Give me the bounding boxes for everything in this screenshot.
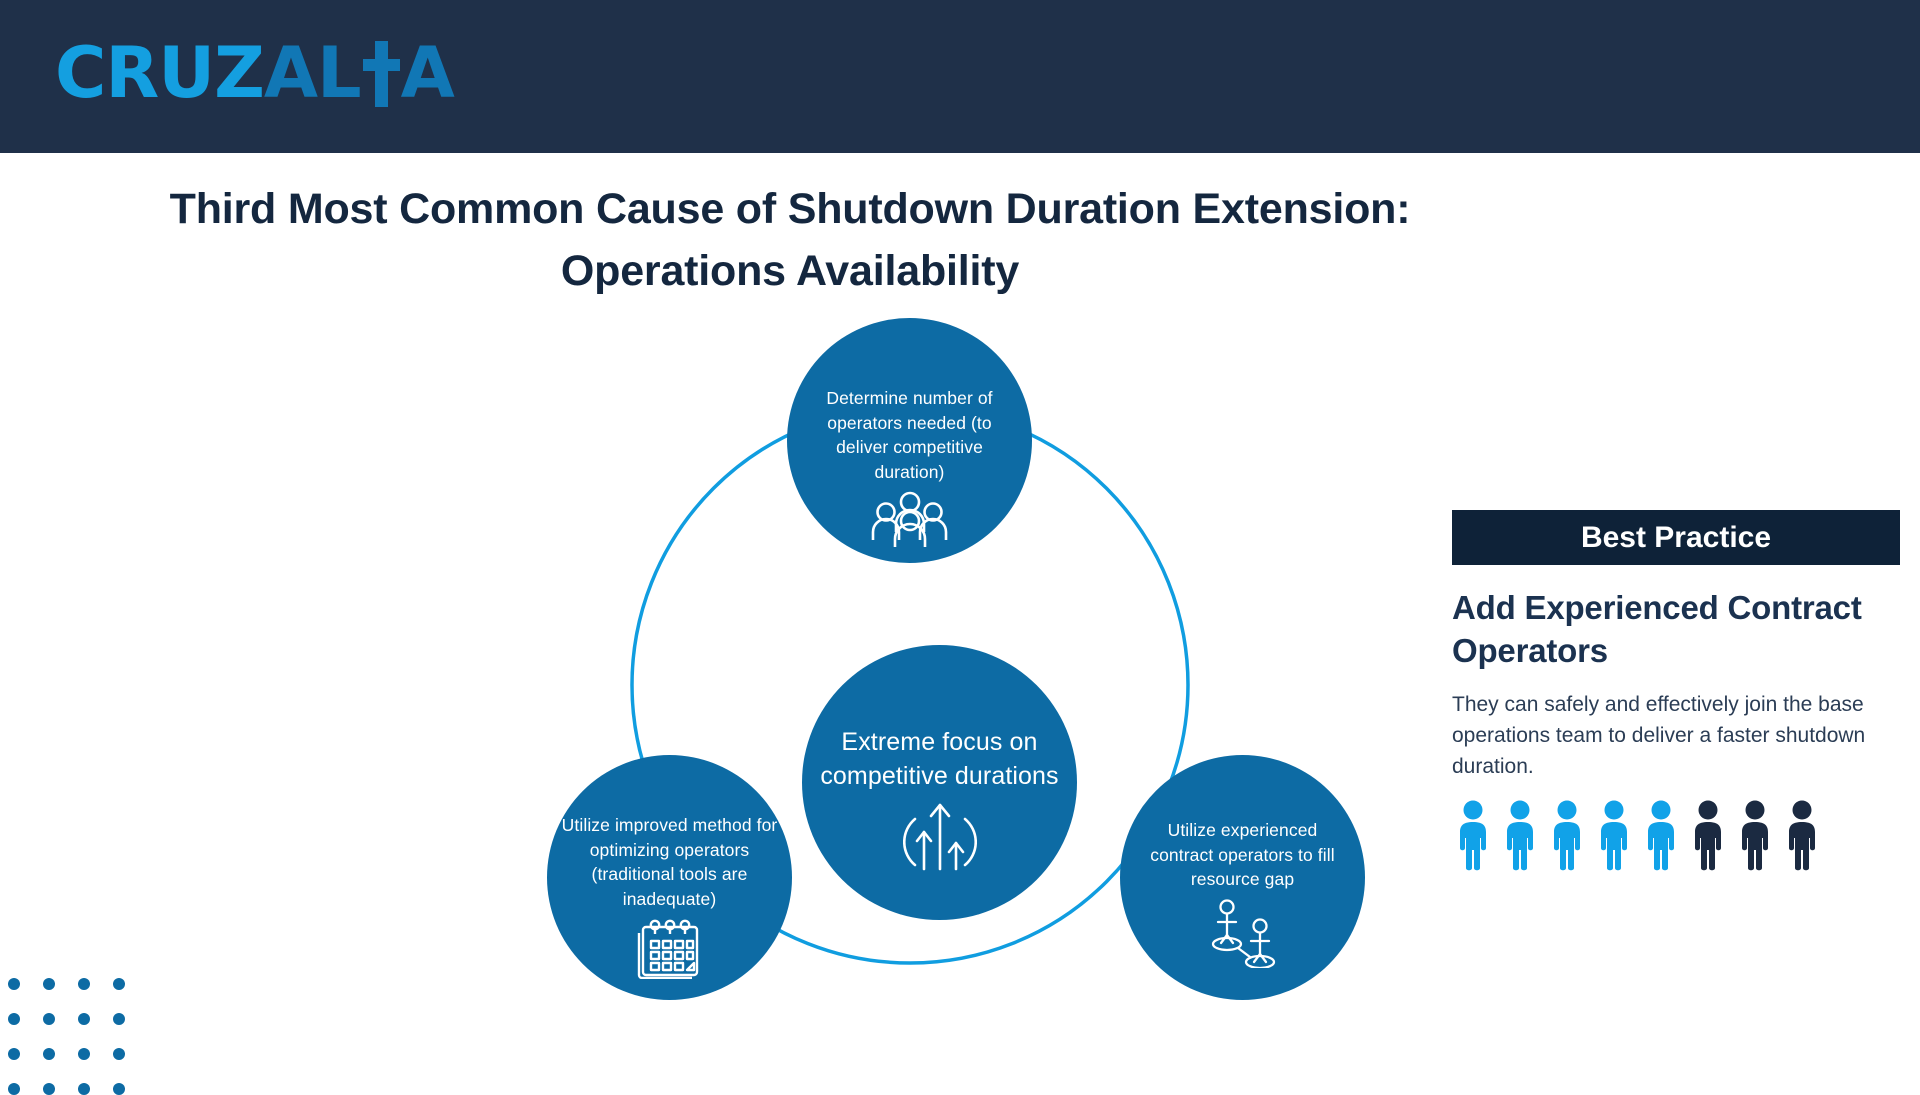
diagram-node-optimizing-method[interactable] <box>547 755 792 1000</box>
people-group-icon <box>871 490 949 548</box>
calendar-icon <box>637 917 703 979</box>
person-figure-light <box>1546 800 1588 877</box>
grid-dot <box>78 1013 90 1025</box>
grid-dot <box>113 1083 125 1095</box>
people-figures-row <box>1452 800 1900 877</box>
person-figure-dark <box>1781 800 1823 877</box>
grid-dot <box>78 1083 90 1095</box>
grid-dot <box>43 1013 55 1025</box>
person-figure-dark <box>1734 800 1776 877</box>
logo-cross-t-icon <box>361 32 401 114</box>
diagram-center-label: Extreme focus on competitive durations <box>820 728 1059 790</box>
logo-text-a: A <box>400 32 454 114</box>
diagram-node-contract-operators[interactable] <box>1120 755 1365 1000</box>
person-figure-light <box>1499 800 1541 877</box>
best-practice-body-text: They can safely and effectively join the base operations team to deliver a faster shutdown duration. <box>1452 693 1866 778</box>
person-figure-light <box>1640 800 1682 877</box>
grid-dot <box>8 1083 20 1095</box>
logo-text-cruz: CRUZ <box>55 32 264 114</box>
diagram-node-label: Determine number of operators needed (to deliver competitive duration) <box>826 388 993 482</box>
grid-dot <box>43 1048 55 1060</box>
grid-dot <box>8 1013 20 1025</box>
header-bar <box>0 0 1920 153</box>
grid-dot <box>113 1048 125 1060</box>
best-practice-header <box>1452 510 1900 565</box>
diagram-node-determine-operators[interactable] <box>787 318 1032 563</box>
growth-arrows-icon <box>903 799 977 873</box>
grid-dot <box>78 1048 90 1060</box>
grid-dot <box>78 978 90 990</box>
page-title-line-1: Third Most Common Cause of Shutdown Duration Extension: <box>169 185 1411 233</box>
diagram-node-label: Utilize experienced contract operators to fill resource gap <box>1150 820 1335 889</box>
brand-logo <box>55 32 454 114</box>
decorative-dot-grid <box>0 978 138 1080</box>
logo-text-al: AL <box>263 32 361 114</box>
grid-dot <box>113 1013 125 1025</box>
grid-dot <box>113 978 125 990</box>
best-practice-panel <box>1452 510 1900 877</box>
best-practice-header-label: Best Practice <box>1580 520 1772 554</box>
grid-dot <box>43 978 55 990</box>
cycle-diagram <box>530 300 1430 1080</box>
diagram-node-label: Utilize improved method for optimizing operators (traditional tools are inadequate) <box>561 815 778 909</box>
page-title <box>110 178 1470 302</box>
page-title-line-2: Operations Availability <box>560 247 1020 295</box>
diagram-node-center-focus[interactable] <box>802 645 1077 920</box>
person-figure-dark <box>1687 800 1729 877</box>
two-people-network-icon <box>1205 898 1281 968</box>
person-figure-light <box>1593 800 1635 877</box>
grid-dot <box>8 978 20 990</box>
grid-dot <box>8 1048 20 1060</box>
person-figure-light <box>1452 800 1494 877</box>
grid-dot <box>43 1083 55 1095</box>
best-practice-title: Add Experienced Contract Operators <box>1452 589 1862 669</box>
